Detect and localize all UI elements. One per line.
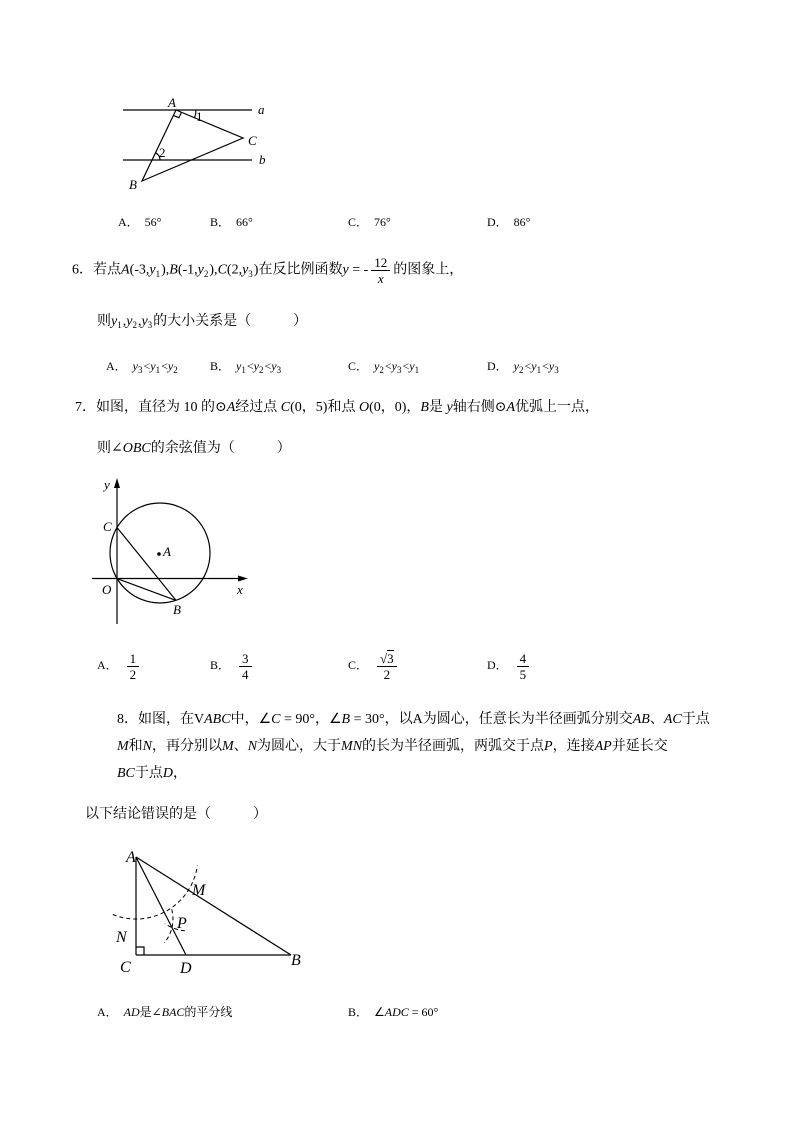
- math-variable: A: [121, 262, 130, 278]
- q8-figure-right-triangle-bisector: [105, 843, 317, 978]
- q6-option-a: [106, 356, 179, 377]
- fraction-denominator: x: [377, 271, 384, 286]
- point-p-label: P: [177, 915, 187, 932]
- math-variable: y: [236, 359, 242, 373]
- text-run: 6．若点: [72, 262, 121, 278]
- math-symbol: 66°: [236, 215, 253, 229]
- text-run: 8．如图，在: [117, 712, 194, 727]
- radicand: 3: [387, 651, 394, 666]
- subscript: 3: [138, 365, 143, 375]
- math-variable: y: [548, 359, 555, 373]
- fraction: [377, 651, 397, 682]
- math-variable: C: [217, 262, 227, 278]
- text-run: 在反比例函数: [258, 262, 343, 278]
- math-symbol: 86°: [513, 215, 531, 229]
- math-variable: ABC: [204, 712, 231, 727]
- subscript: 1: [117, 320, 122, 330]
- math-symbol: ∠: [374, 1005, 385, 1019]
- text-run: ，再分别以: [152, 739, 223, 754]
- q8-option-a: [97, 1002, 232, 1022]
- math-variable: y: [409, 359, 415, 373]
- text-run: 是∠: [139, 1005, 162, 1019]
- q7-stem-line-1: [75, 398, 599, 418]
- text-run: 是: [428, 400, 447, 415]
- math-variable: N: [247, 739, 258, 754]
- math-symbol: ,: [122, 314, 127, 329]
- subscript: 2: [203, 268, 209, 279]
- math-variable: y: [253, 359, 259, 373]
- text-run: (0，0)，: [369, 400, 421, 415]
- fraction: [371, 255, 390, 286]
- text-run: 的图象上，: [393, 262, 464, 278]
- side-ab: [136, 857, 291, 955]
- right-angle-mark: [136, 947, 144, 955]
- math-variable: y: [446, 400, 453, 415]
- math-variable: y: [111, 314, 118, 329]
- text-run: 和: [128, 739, 143, 754]
- math-variable: y: [391, 359, 397, 373]
- math-variable: BC: [117, 766, 135, 781]
- math-variable: AD: [123, 1005, 140, 1019]
- subscript: 2: [379, 365, 384, 375]
- q5-option-c: [348, 212, 391, 232]
- fraction-numerator: [377, 651, 397, 667]
- text-run: B．: [210, 359, 231, 373]
- math-variable: AC: [663, 712, 682, 727]
- fraction: [239, 651, 252, 682]
- fraction-denominator: 2: [383, 667, 391, 682]
- text-run: C．: [348, 215, 369, 229]
- math-symbol: <: [264, 359, 272, 373]
- text-run: 的余弦值为（ ）: [150, 441, 291, 456]
- math-variable: y: [271, 359, 277, 373]
- math-symbol: <: [542, 359, 549, 373]
- fraction-numerator: 12: [371, 255, 390, 271]
- point-d-label: D: [180, 960, 192, 977]
- math-symbol: (-1,: [177, 262, 198, 278]
- math-variable: AP: [594, 739, 612, 754]
- text-run: 于点: [681, 712, 710, 727]
- math-symbol: 56°: [144, 215, 162, 229]
- q8-prompt: [85, 805, 267, 825]
- q7-stem-line-2: [97, 439, 291, 459]
- q6-stem-line-2: [97, 312, 307, 332]
- point-c-label: C: [103, 519, 112, 534]
- subscript: 3: [276, 365, 282, 375]
- math-symbol: ): [253, 262, 259, 278]
- q7-option-c: [348, 651, 400, 682]
- text-run: B．: [210, 215, 231, 229]
- math-symbol: ∠: [328, 712, 342, 727]
- y-axis-label: y: [104, 477, 110, 492]
- fraction: [517, 651, 530, 682]
- math-variable: N: [142, 739, 153, 754]
- subscript: 2: [132, 320, 137, 330]
- subscript: 3: [147, 320, 153, 330]
- math-symbol: = 30°: [350, 712, 385, 727]
- q6-option-b: [210, 356, 282, 377]
- point-c-label: C: [120, 959, 131, 976]
- text-run: C．: [348, 658, 369, 673]
- text-run: 的长为半径画弧，两弧交于点: [362, 739, 545, 754]
- math-symbol: <: [384, 359, 392, 373]
- math-symbol: = 90°: [280, 712, 315, 727]
- math-variable: y: [132, 359, 138, 373]
- math-variable: y: [167, 359, 174, 373]
- q6-stem-line-1: [72, 255, 463, 286]
- point-c-label: C: [248, 133, 257, 148]
- text-run: 7．如图，直径为 10 的⊙: [75, 400, 227, 415]
- text-run: D．: [487, 658, 508, 673]
- subscript: 1: [414, 365, 420, 375]
- math-symbol: ∠: [258, 712, 272, 727]
- line-b-label: b: [259, 152, 266, 167]
- math-variable: y: [342, 262, 349, 278]
- math-variable: y: [242, 262, 249, 278]
- line-a-label: a: [258, 102, 265, 117]
- math-variable: A: [506, 400, 515, 415]
- text-run: ，: [314, 712, 329, 727]
- text-run: 的大小关系是（ ）: [153, 314, 308, 329]
- q7-option-a: [97, 651, 142, 682]
- x-axis-label: x: [237, 582, 243, 597]
- math-variable: B: [169, 262, 178, 278]
- math-symbol: <: [402, 359, 410, 373]
- math-variable: y: [531, 359, 537, 373]
- math-symbol: <: [161, 359, 168, 373]
- fraction-numerator: 1: [127, 651, 140, 667]
- text-run: B．: [348, 1005, 369, 1019]
- math-symbol: <: [246, 359, 254, 373]
- q8-stem-line-1: [117, 710, 710, 730]
- math-variable: y: [149, 262, 156, 278]
- text-run: A．: [97, 1005, 118, 1019]
- fraction: [127, 651, 140, 682]
- q5-option-d: [487, 212, 530, 232]
- subscript: 3: [248, 268, 253, 279]
- text-run: 、: [649, 712, 664, 727]
- text-run: 、: [233, 739, 248, 754]
- math-variable: ADC: [384, 1005, 409, 1019]
- math-variable: D: [162, 766, 174, 781]
- text-run: B．: [210, 658, 231, 673]
- text-run: ，: [173, 766, 188, 781]
- math-variable: y: [126, 314, 133, 329]
- y-axis-arrow: [114, 478, 120, 488]
- text-run: D．: [487, 215, 508, 229]
- subscript: 3: [554, 365, 559, 375]
- math-symbol: = 60°: [408, 1005, 439, 1019]
- math-variable: y: [374, 359, 380, 373]
- point-n-label: N: [116, 929, 127, 946]
- math-variable: B: [341, 712, 351, 727]
- subscript: 2: [173, 365, 178, 375]
- point-b-label: B: [173, 602, 181, 617]
- point-b-label: B: [291, 952, 301, 969]
- math-variable: y: [197, 262, 204, 278]
- text-run: ，以A为圆心，任意长为半径画弧分别交: [384, 712, 633, 727]
- math-variable: C: [280, 400, 291, 415]
- fraction-numerator: 4: [517, 651, 530, 667]
- q7-option-b: [210, 651, 255, 682]
- fraction-denominator: 5: [519, 667, 527, 682]
- fraction-denominator: 4: [242, 667, 249, 682]
- subscript: 1: [155, 365, 161, 375]
- math-symbol: <: [524, 359, 532, 373]
- point-a-label: A: [126, 849, 136, 866]
- text-run: C．: [348, 359, 369, 373]
- text-run: 于点: [134, 766, 163, 781]
- text-run: 为圆心，大于: [257, 739, 342, 754]
- math-variable: y: [513, 359, 519, 373]
- fraction-denominator: 2: [129, 667, 137, 682]
- text-run: 以下结论错误的是（ ）: [85, 807, 267, 822]
- math-variable: y: [141, 314, 148, 329]
- math-variable: O: [358, 400, 370, 415]
- subscript: 1: [241, 365, 246, 375]
- math-symbol: ),: [209, 262, 218, 278]
- math-symbol: = -: [348, 262, 369, 278]
- point-a-label: A: [168, 95, 176, 110]
- q8-stem-line-2: [117, 737, 668, 757]
- math-symbol: ),: [161, 262, 170, 278]
- subscript: 3: [396, 365, 402, 375]
- subscript: 1: [536, 365, 542, 375]
- text-run: D．: [487, 359, 508, 373]
- math-symbol: ,: [137, 314, 142, 329]
- text-run: 的平分线: [184, 1005, 233, 1019]
- math-symbol: (2,: [226, 262, 243, 278]
- center-point-a: [157, 552, 161, 556]
- bisector-ad: [136, 857, 186, 955]
- math-symbol: (-3,: [129, 262, 150, 278]
- text-run: 则: [97, 314, 111, 329]
- radical-sign: √: [380, 651, 388, 666]
- text-run: 优弧上一点，: [515, 400, 599, 415]
- subscript: 2: [258, 365, 264, 375]
- math-variable: P: [544, 739, 553, 754]
- math-variable: MN: [341, 739, 363, 754]
- text-run: 则∠: [97, 441, 123, 456]
- math-variable: M: [222, 739, 234, 754]
- q5-figure-parallel-lines-triangle: [115, 92, 275, 197]
- subscript: 2: [519, 365, 524, 375]
- subscript: 1: [155, 268, 161, 279]
- text-run: ，连接: [552, 739, 595, 754]
- q7-option-d: [487, 651, 532, 682]
- math-variable: OBC: [122, 441, 151, 456]
- q6-option-c: [348, 356, 420, 377]
- q5-option-b: [210, 212, 253, 232]
- math-variable: B: [420, 400, 429, 415]
- angle-2-label: 2: [159, 145, 166, 160]
- origin-o-label: O: [102, 582, 112, 597]
- arc-centered-a: [113, 866, 198, 919]
- q6-option-d: [487, 356, 560, 377]
- math-variable: M: [117, 739, 129, 754]
- math-variable: BAC: [161, 1005, 185, 1019]
- math-variable: y: [150, 359, 156, 373]
- text-run: A．: [118, 215, 139, 229]
- q7-figure-circle-axes: [88, 474, 253, 626]
- text-run: 中，: [230, 712, 259, 727]
- math-symbol: <: [143, 359, 151, 373]
- point-a-label: A: [163, 544, 171, 559]
- point-m-label: M: [192, 882, 206, 899]
- text-run: 经过点: [235, 400, 281, 415]
- point-b-label: B: [129, 177, 137, 192]
- math-symbol: V: [194, 712, 205, 727]
- text-run: A．: [97, 658, 118, 673]
- fraction-numerator: 3: [239, 651, 252, 667]
- angle-1-label: 1: [196, 109, 203, 124]
- q8-option-b: [348, 1002, 438, 1022]
- q5-option-a: [118, 212, 161, 232]
- text-run: 轴右侧⊙: [452, 400, 507, 415]
- math-variable: C: [271, 712, 281, 727]
- x-axis-arrow: [238, 576, 248, 582]
- text-run: A．: [106, 359, 127, 373]
- text-run: (0，5)和点: [290, 400, 359, 415]
- text-run: 并延长交: [611, 739, 668, 754]
- math-variable: A: [226, 400, 236, 415]
- triangle-abc: [142, 110, 243, 181]
- math-variable: AB: [632, 712, 650, 727]
- math-symbol: 76°: [374, 215, 391, 229]
- q8-stem-line-3: [117, 764, 187, 784]
